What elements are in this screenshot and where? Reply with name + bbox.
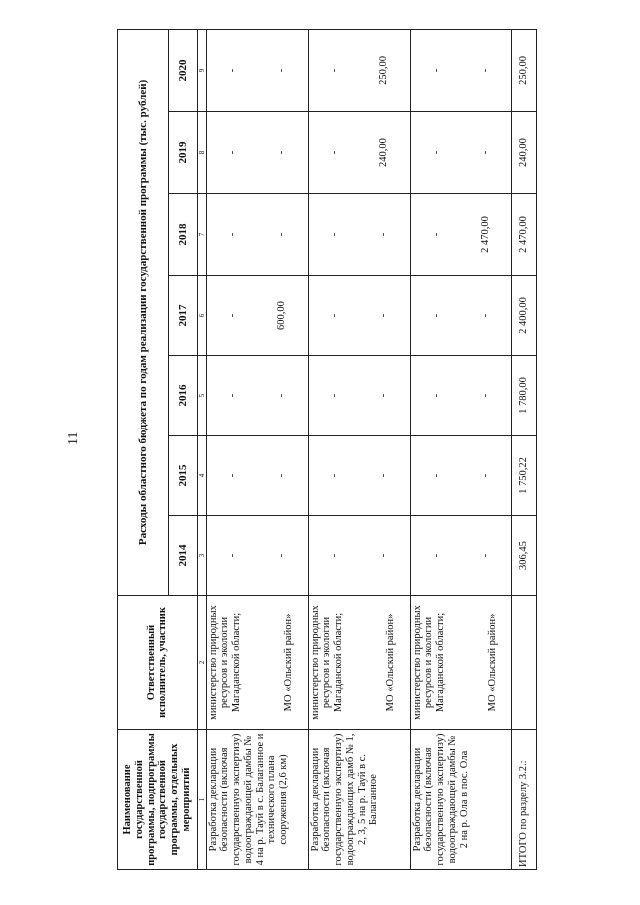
ministry-value: - xyxy=(226,313,238,318)
column-number: 9 xyxy=(197,29,206,111)
table-row xyxy=(308,29,410,869)
mo-value: - xyxy=(275,393,287,398)
ministry-value: - xyxy=(328,473,340,478)
ministry-value: - xyxy=(226,150,238,155)
mo-value: - xyxy=(377,393,389,398)
executor-ministry: министерство природных ресурсов и экологии Магаданской области; xyxy=(411,605,447,720)
ministry-value: - xyxy=(328,68,340,73)
ministry-value: - xyxy=(430,393,442,398)
value-cell xyxy=(308,276,410,356)
total-value: 2 400,00 xyxy=(512,276,537,356)
value-cell xyxy=(410,516,512,596)
executor-ministry: министерство природных ресурсов и экологии Магаданской области; xyxy=(309,605,345,720)
total-value: 1 750,22 xyxy=(512,436,537,516)
column-number: 2 xyxy=(197,596,206,730)
total-row xyxy=(512,29,537,869)
budget-table xyxy=(117,29,537,870)
column-number: 7 xyxy=(197,194,206,276)
header-name: Наименование государственной программы, подпрограммы государственной программы, отдельных мероприятий xyxy=(118,730,198,870)
total-label: ИТОГО по разделу 3.2.: xyxy=(512,730,537,870)
mo-value: - xyxy=(479,473,491,478)
value-cell xyxy=(308,112,410,194)
total-value: 306,45 xyxy=(512,516,537,596)
value-cell xyxy=(410,356,512,436)
mo-value: - xyxy=(275,473,287,478)
header-year: 2019 xyxy=(168,112,197,194)
value-cell xyxy=(410,276,512,356)
mo-value: - xyxy=(275,553,287,558)
header-year: 2017 xyxy=(168,276,197,356)
ministry-value: - xyxy=(430,313,442,318)
executor-cell xyxy=(206,596,308,730)
header-budget-group: Расходы областного бюджета по годам реализации государственной программы (тыс. рублей) xyxy=(118,29,169,595)
ministry-value: - xyxy=(430,473,442,478)
value-cell xyxy=(206,29,308,111)
value-cell xyxy=(308,356,410,436)
table-row xyxy=(206,29,308,869)
column-number: 3 xyxy=(197,516,206,596)
header-year: 2014 xyxy=(168,516,197,596)
total-value: 1 780,00 xyxy=(512,356,537,436)
total-executor-empty xyxy=(512,596,537,730)
executor-mo: МО «Ольский район» xyxy=(384,613,396,712)
total-value: 2 470,00 xyxy=(512,194,537,276)
mo-value: 250,00 xyxy=(377,56,389,85)
value-cell xyxy=(206,516,308,596)
header-year: 2016 xyxy=(168,356,197,436)
activity-name: Разработка декларации безопасности (включая государственную экспертизу) водоограждающей дамбы № 2 на р. Ола в пос. Ола xyxy=(410,730,512,870)
ministry-value: - xyxy=(328,150,340,155)
mo-value: 2 470,00 xyxy=(479,216,491,253)
value-cell xyxy=(410,29,512,111)
value-cell xyxy=(410,436,512,516)
column-number: 8 xyxy=(197,112,206,194)
mo-value: - xyxy=(479,313,491,318)
value-cell xyxy=(308,194,410,276)
ministry-value: - xyxy=(226,473,238,478)
mo-value: - xyxy=(479,393,491,398)
table-row xyxy=(410,29,512,869)
mo-value: - xyxy=(377,232,389,237)
executor-cell xyxy=(308,596,410,730)
executor-cell xyxy=(410,596,512,730)
header-year: 2020 xyxy=(168,29,197,111)
mo-value: 240,00 xyxy=(377,138,389,167)
header-year: 2018 xyxy=(168,194,197,276)
executor-mo: МО «Ольский район» xyxy=(486,613,498,712)
header-year: 2015 xyxy=(168,436,197,516)
ministry-value: - xyxy=(328,232,340,237)
mo-value: - xyxy=(377,553,389,558)
ministry-value: - xyxy=(430,232,442,237)
value-cell xyxy=(206,112,308,194)
ministry-value: - xyxy=(226,68,238,73)
ministry-value: - xyxy=(328,553,340,558)
rotated-table-wrapper xyxy=(117,30,537,870)
mo-value: - xyxy=(377,473,389,478)
value-cell xyxy=(410,112,512,194)
mo-value: - xyxy=(275,68,287,73)
column-number: 5 xyxy=(197,356,206,436)
value-cell xyxy=(206,436,308,516)
value-cell xyxy=(308,29,410,111)
activity-name: Разработка декларации безопасности (включая государственную экспертизу) водоограждающих дамб № 1, 2, 3, 5 на р. Тауй в с. Балаганное xyxy=(308,730,410,870)
header-executor: Ответственный исполнитель, участник xyxy=(118,596,198,730)
total-value: 240,00 xyxy=(512,112,537,194)
column-number: 4 xyxy=(197,436,206,516)
executor-mo: МО «Ольский район» xyxy=(282,613,294,712)
mo-value: - xyxy=(479,150,491,155)
mo-value: - xyxy=(479,68,491,73)
ministry-value: - xyxy=(430,150,442,155)
value-cell xyxy=(206,194,308,276)
mo-value: 600,00 xyxy=(275,301,287,330)
column-number: 6 xyxy=(197,276,206,356)
ministry-value: - xyxy=(430,553,442,558)
mo-value: - xyxy=(479,553,491,558)
activity-name: Разработка декларации безопасности (включая государственную экспертизу) водоограждающей дамбы № 4 на р. Тауй в с. Балаганное и технического плана сооружения (2,6 км) xyxy=(206,730,308,870)
value-cell xyxy=(410,194,512,276)
ministry-value: - xyxy=(328,393,340,398)
page-number: 11 xyxy=(66,431,81,445)
mo-value: - xyxy=(275,232,287,237)
value-cell xyxy=(206,356,308,436)
column-number: 1 xyxy=(197,730,206,870)
ministry-value: - xyxy=(226,553,238,558)
value-cell xyxy=(206,276,308,356)
ministry-value: - xyxy=(226,393,238,398)
mo-value: - xyxy=(377,313,389,318)
executor-ministry: министерство природных ресурсов и экологии Магаданской области; xyxy=(207,605,243,720)
ministry-value: - xyxy=(430,68,442,73)
value-cell xyxy=(308,516,410,596)
ministry-value: - xyxy=(226,232,238,237)
total-value: 250,00 xyxy=(512,29,537,111)
ministry-value: - xyxy=(328,313,340,318)
value-cell xyxy=(308,436,410,516)
mo-value: - xyxy=(275,150,287,155)
